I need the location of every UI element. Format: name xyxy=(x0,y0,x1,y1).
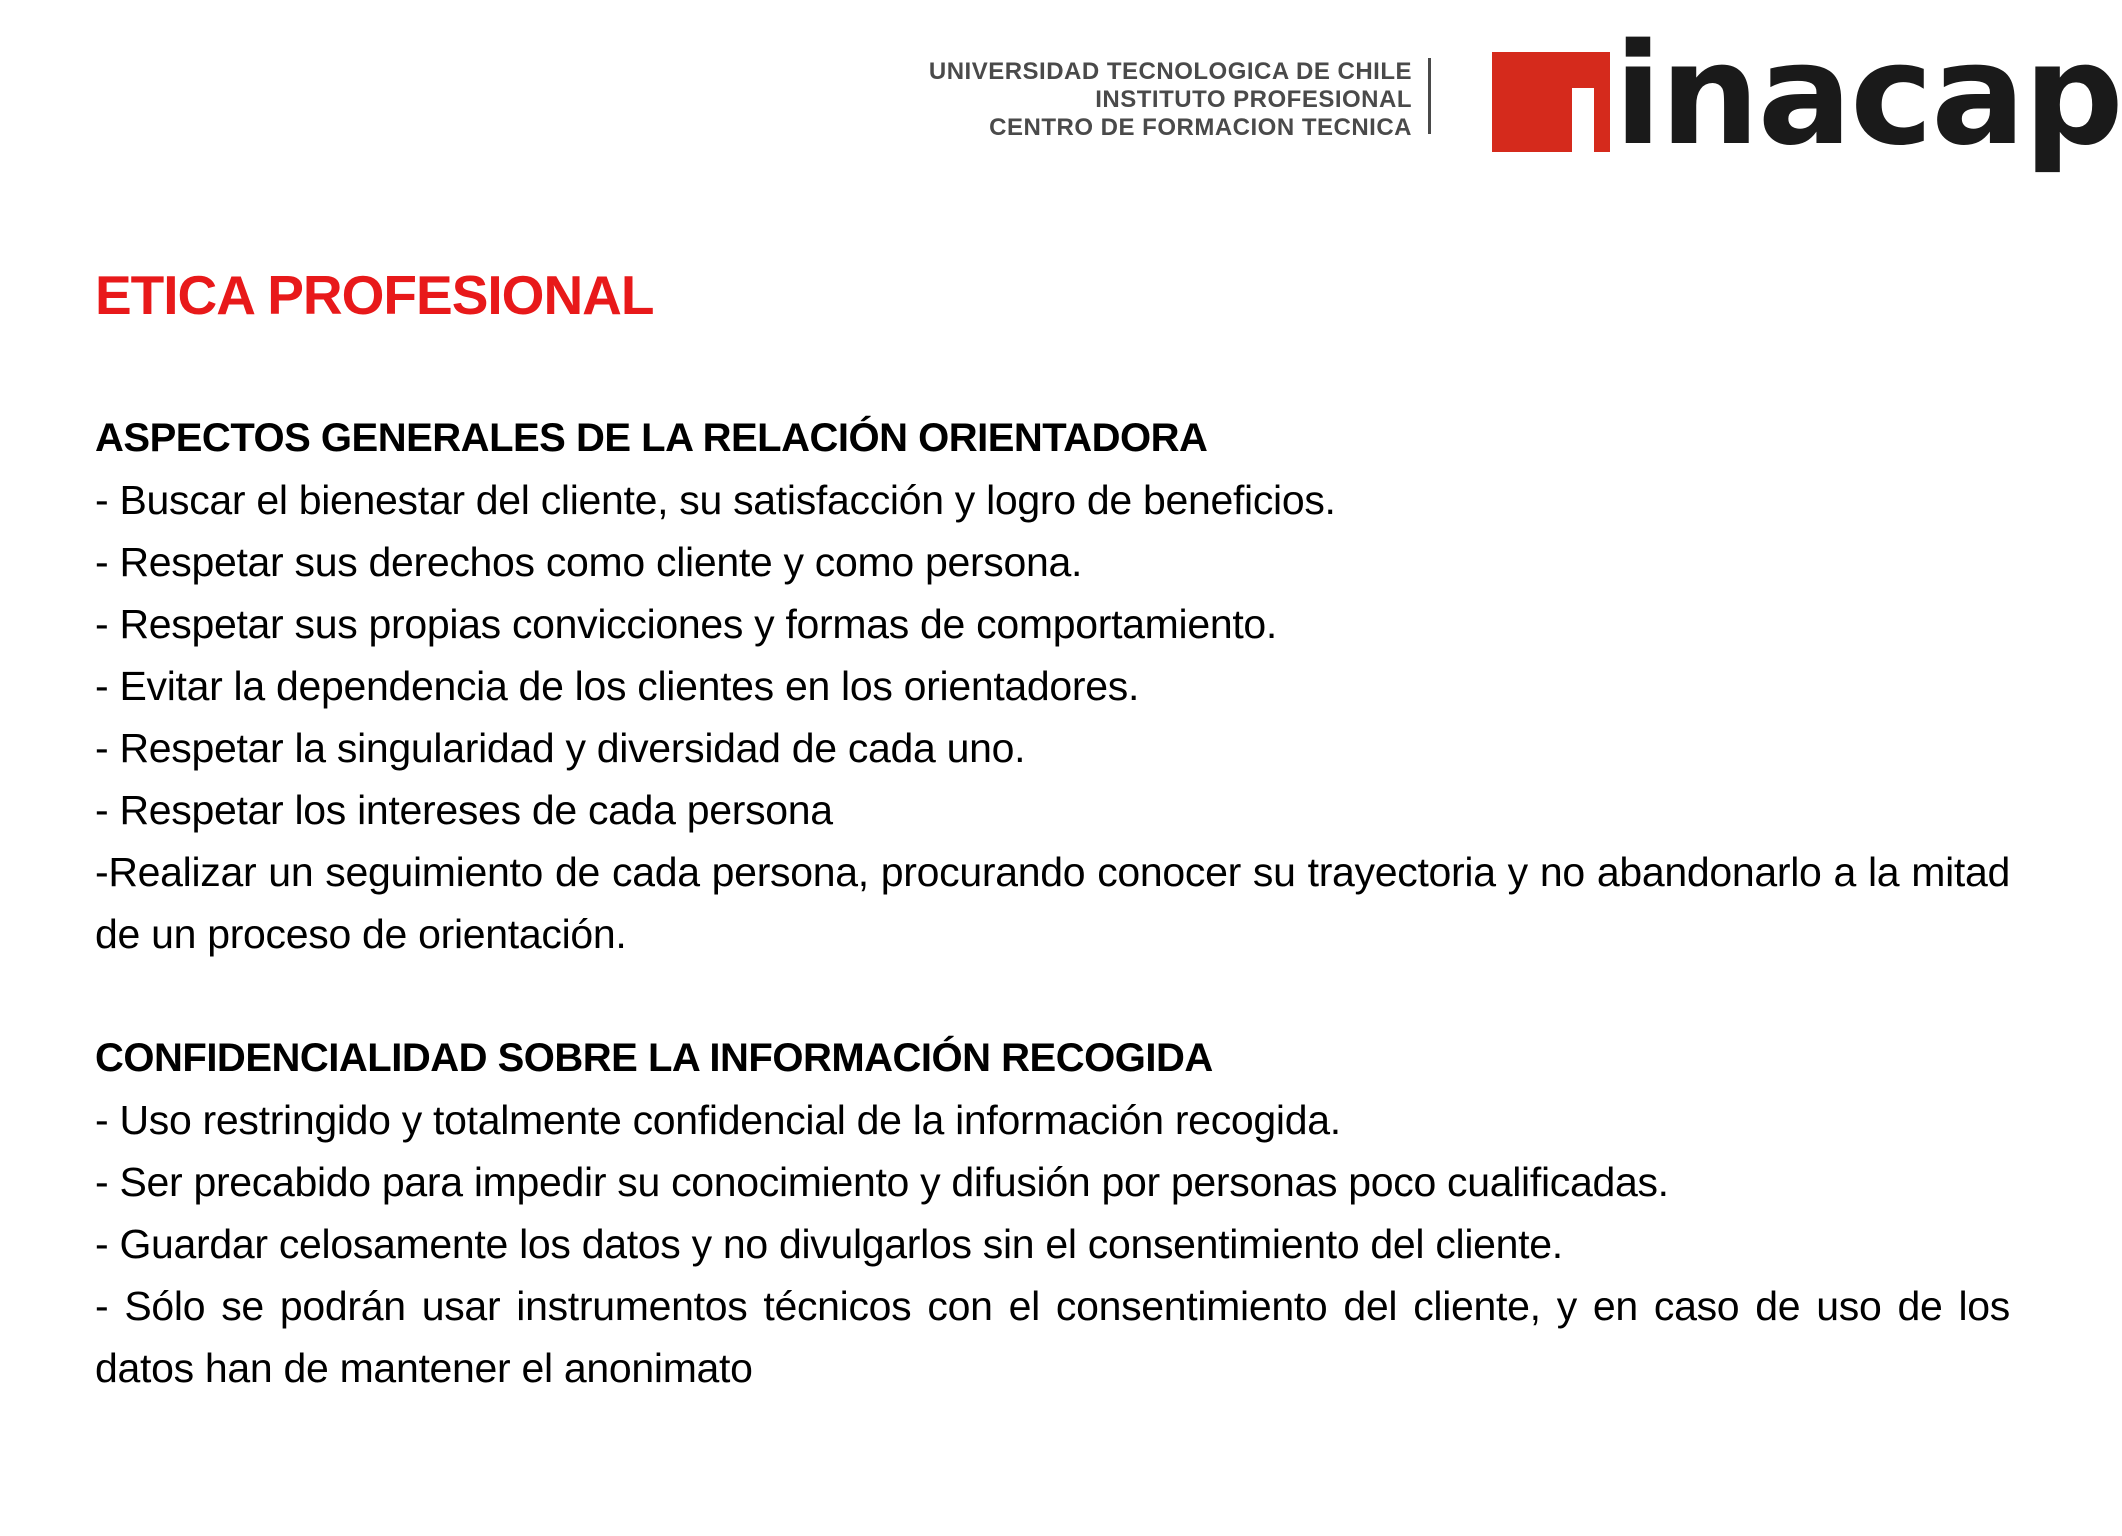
institution-line: UNIVERSIDAD TECNOLOGICA DE CHILE xyxy=(928,58,1412,85)
header xyxy=(818,14,2122,180)
list-item: -Realizar un seguimiento de cada persona, procurando conocer su trayectoria y no abandonarlo a la mitad de un proceso de orientación. xyxy=(95,849,2010,957)
logo-i-bar xyxy=(1572,88,1594,158)
header-divider xyxy=(1428,58,1431,134)
section-heading: CONFIDENCIALIDAD SOBRE LA INFORMACIÓN RECOGIDA xyxy=(95,1036,1213,1080)
list-item: - Respetar la singularidad y diversidad de cada uno. xyxy=(95,725,1026,771)
institution-line: CENTRO DE FORMACION TECNICA xyxy=(989,114,1412,141)
logo-red-block xyxy=(1492,52,1610,152)
inacap-logo xyxy=(1492,14,2122,177)
section-confidencialidad xyxy=(95,1027,2010,1399)
document-body xyxy=(95,255,2010,1399)
list-item: - Sólo se podrán usar instrumentos técnicos con el consentimiento del cliente, y en caso de uso de los datos han de mantener el anonimato xyxy=(95,1283,2010,1391)
list-item: - Ser precabido para impedir su conocimiento y difusión por personas poco cualificadas. xyxy=(95,1159,1669,1205)
list-item: - Evitar la dependencia de los clientes en los orientadores. xyxy=(95,663,1140,709)
document-title: ETICA PROFESIONAL xyxy=(95,264,654,326)
list-item: - Guardar celosamente los datos y no divulgarlos sin el consentimiento del cliente. xyxy=(95,1221,1563,1267)
list-item: - Respetar sus derechos como cliente y como persona. xyxy=(95,539,1083,585)
section-aspectos-generales xyxy=(95,407,2010,965)
institution-name xyxy=(818,58,1412,142)
section-heading: ASPECTOS GENERALES DE LA RELACIÓN ORIENTADORA xyxy=(95,416,1208,460)
list-item: - Respetar los intereses de cada persona xyxy=(95,787,833,833)
list-item: - Uso restringido y totalmente confidencial de la información recogida. xyxy=(95,1097,1341,1143)
institution-line: INSTITUTO PROFESIONAL xyxy=(1095,86,1412,113)
logo-wordmark: inacap xyxy=(1614,14,2122,177)
list-item: - Respetar sus propias convicciones y formas de comportamiento. xyxy=(95,601,1278,647)
list-item: - Buscar el bienestar del cliente, su satisfacción y logro de beneficios. xyxy=(95,477,1336,523)
